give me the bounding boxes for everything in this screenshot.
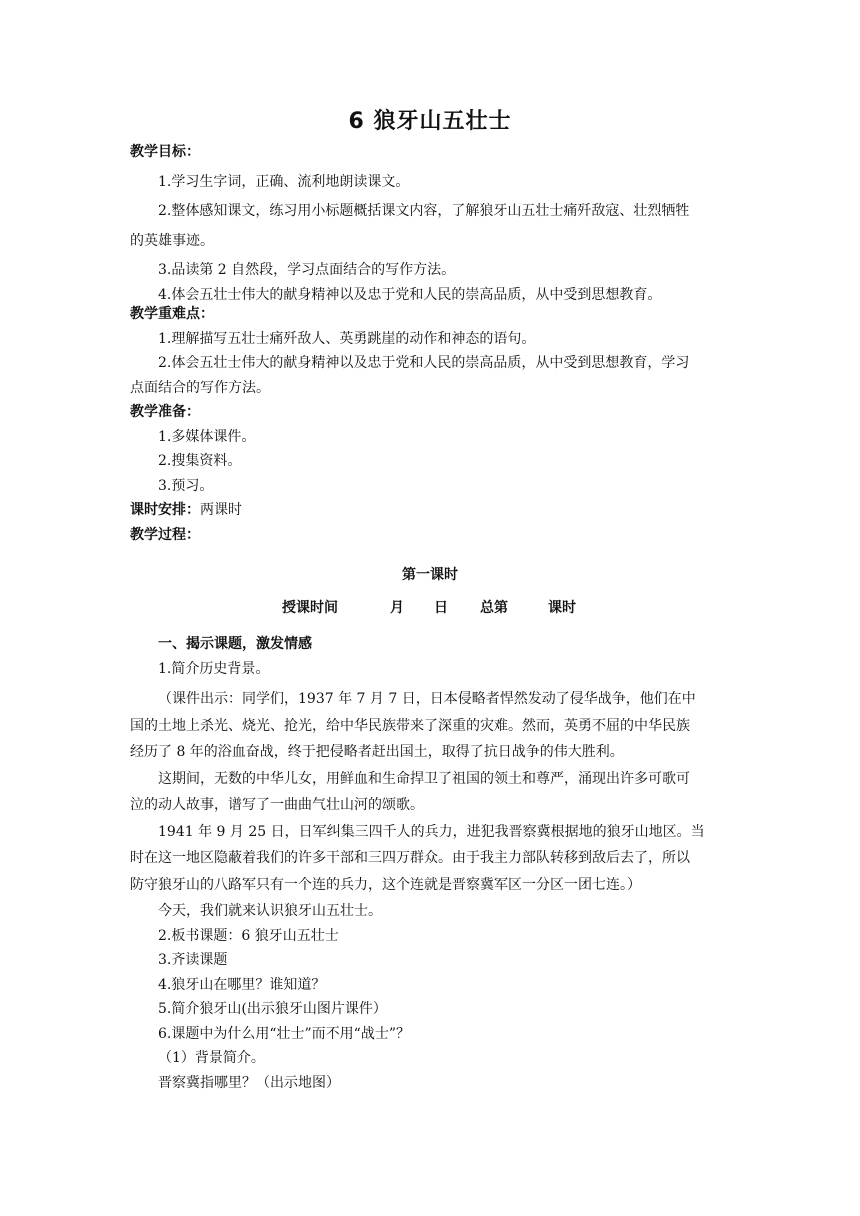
month-label: 月: [390, 600, 404, 616]
section-line: 5.简介狼牙山(出示狼牙山图片课件）: [158, 1001, 387, 1017]
preparation-heading: 教学准备：: [130, 404, 200, 420]
preparation-item: 3.预习。: [158, 477, 214, 494]
section-line: 晋察冀指哪里？（出示地图）: [158, 1074, 340, 1091]
schedule-value: 两课时: [200, 502, 242, 518]
schedule-section: [130, 498, 730, 547]
objectives-heading: 教学目标：: [130, 144, 200, 160]
section-line: 这期间，无数的中华儿女，用鲜血和生命捍卫了祖国的领土和尊严，涌现出许多可歌可: [158, 770, 690, 787]
day-label: 日: [434, 600, 448, 616]
section-line: 今天，我们就来认识狼牙山五壮士。: [158, 903, 382, 919]
section-1: [130, 632, 730, 1095]
objectives-section: [130, 140, 730, 307]
section-line: 6.课题中为什么用“壮士”而不用“战士”？: [158, 1025, 410, 1042]
preparation-section: [130, 400, 730, 498]
section-line: 2.板书课题：6 狼牙山五壮士: [158, 927, 339, 944]
preparation-item: 2.搜集资料。: [158, 453, 242, 469]
document-title: 6 狼牙山五壮士: [348, 109, 512, 134]
section-line: （课件出示：同学们，1937 年 7 月 7 日，日本侵略者悍然发动了侵华战争，他们在中: [158, 691, 696, 707]
section-line: 国的土地上杀光、烧光、抢光，给中华民族带来了深重的灾难。然而，英勇不屈的中华民族: [130, 717, 690, 734]
section-line: 泣的动人故事，谱写了一曲曲气壮山河的颂歌。: [130, 797, 424, 813]
objective-item: 3.品读第 2 自然段，学习点面结合的写作方法。: [158, 262, 456, 278]
period-label: 课时: [548, 600, 576, 616]
objective-item-continued: 的英雄事迹。: [130, 232, 214, 249]
keypoint-item: 1.理解描写五壮士痛歼敌人、英勇跳崖的动作和神态的语句。: [158, 330, 536, 347]
section-line: 3.齐读课题: [158, 952, 228, 968]
section-line: 1.简介历史背景。: [158, 660, 270, 677]
total-label: 总第: [480, 600, 508, 616]
keypoints-section: [130, 302, 730, 400]
schedule-heading: 课时安排：: [130, 502, 200, 518]
section-line: （1）背景简介。: [158, 1050, 265, 1066]
process-heading: 教学过程：: [130, 526, 200, 543]
objective-item: 4.体会五壮士伟大的献身精神以及忠于党和人民的崇高品质，从中受到思想教育。: [158, 286, 662, 303]
section-1-heading: 一、揭示课题，激发情感: [158, 636, 312, 652]
lesson-heading: 第一课时: [402, 567, 458, 583]
preparation-item: 1.多媒体课件。: [158, 428, 256, 445]
schedule-line: [130, 498, 730, 523]
keypoint-item-continued: 点面结合的写作方法。: [130, 379, 270, 396]
objective-item: 1.学习生字词，正确、流利地朗读课文。: [158, 173, 410, 190]
section-line: 防守狼牙山的八路军只有一个连的兵力，这个连就是晋察冀军区一分区一团七连。）: [130, 876, 641, 893]
section-line: 1941 年 9 月 25 日，日军纠集三四千人的兵力，进犯我晋察冀根据地的狼牙山地区。当: [158, 823, 705, 840]
time-label: 授课时间: [282, 600, 338, 616]
section-line: 4.狼牙山在哪里？谁知道？: [158, 976, 326, 993]
keypoint-item: 2.体会五壮士伟大的献身精神以及忠于党和人民的崇高品质，从中受到思想教育，学习: [158, 355, 690, 371]
objective-item: 2.整体感知课文，练习用小标题概括课文内容，了解狼牙山五壮士痛歼敌寇、壮烈牺牲: [158, 203, 690, 219]
section-line: 经历了 8 年的浴血奋战，终于把侵略者赶出国土，取得了抗日战争的伟大胜利。: [130, 744, 624, 760]
keypoints-heading: 教学重难点：: [130, 306, 214, 322]
section-line: 时在这一地区隐蔽着我们的许多干部和三四万群众。由于我主力部队转移到敌后去了，所以: [130, 850, 690, 866]
